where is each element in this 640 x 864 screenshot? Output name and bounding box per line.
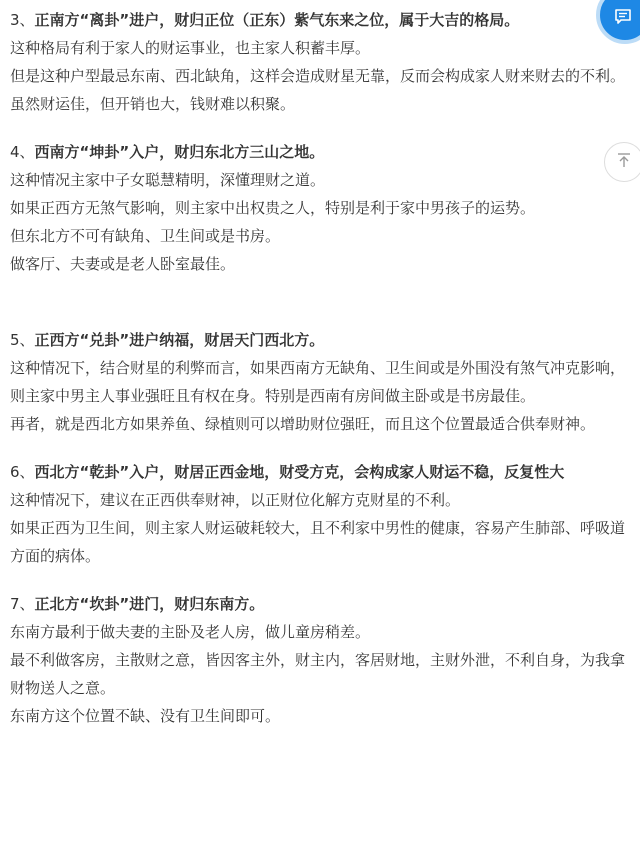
section-title: 西南方“坤卦”入户，财归东北方三山之地。 [34,143,325,161]
section-heading [10,458,640,486]
paragraph: 这种格局有利于家人的财运事业，也主家人积蓄丰厚。 [10,39,371,57]
paragraph: 再者，就是西北方如果养鱼、绿植则可以增助财位强旺，而且这个位置最适合供奉财神。 [10,415,596,433]
section-3 [10,6,640,118]
paragraph: 但东北方不可有缺角、卫生间或是书房。 [10,227,281,245]
section-7 [10,590,640,730]
spacer [10,278,640,326]
section-heading [10,6,640,34]
back-to-top-button[interactable] [604,142,640,182]
section-title: 西北方“乾卦”入户，财居正西金地，财受方克，会构成家人财运不稳，反复性大 [34,463,565,481]
section-title: 正西方“兑卦”进户纳福，财居天门西北方。 [34,331,325,349]
paragraph: 虽然财运佳，但开销也大，钱财难以积聚。 [10,95,296,113]
section-title: 正北方“坎卦”进门，财归东南方。 [34,595,265,613]
paragraph: 东南方这个位置不缺、没有卫生间即可。 [10,707,281,725]
section-number: 3、 [10,11,35,29]
paragraph: 这种情况下，建议在正西供奉财神，以正财位化解方克财星的不利。 [10,491,461,509]
paragraph: 这种情况下，结合财星的利弊而言，如果西南方无缺角、卫生间或是外围没有煞气冲克影响，则主家中男主人事业强旺且有权在身。特别是西南有房间做主卧或是书房最佳。 [10,359,626,405]
paragraph: 最不利做客房，主散财之意，皆因客主外，财主内，客居财地，主财外泄，不利自身，为我拿财物送人之意。 [10,651,626,697]
article-body [10,6,640,730]
paragraph: 但是这种户型最忌东南、西北缺角，这样会造成财星无靠，反而会构成家人财来财去的不利。 [10,67,626,85]
paragraph: 如果正西为卫生间，则主家人财运破耗较大，且不利家中男性的健康，容易产生肺部、呼吸道方面的病体。 [10,519,626,565]
paragraph: 做客厅、夫妻或是老人卧室最佳。 [10,255,236,273]
spacer [10,438,640,458]
paragraph: 这种情况主家中子女聪慧精明，深懂理财之道。 [10,171,326,189]
section-title: 正南方“离卦”进户，财归正位（正东）紫气东来之位，属于大吉的格局。 [34,11,520,29]
comment-icon [618,0,632,30]
paragraph: 如果正西方无煞气影响，则主家中出权贵之人，特别是利于家中男孩子的运势。 [10,199,536,217]
section-number: 5、 [10,331,35,349]
section-heading [10,326,640,354]
section-number: 6、 [10,463,35,481]
section-heading [10,590,640,618]
section-4 [10,138,640,278]
spacer [10,118,640,138]
spacer [10,570,640,590]
section-6 [10,458,640,570]
section-5 [10,326,640,438]
section-heading [10,138,640,166]
section-number: 7、 [10,595,35,613]
paragraph: 东南方最利于做夫妻的主卧及老人房，做儿童房稍差。 [10,623,371,641]
arrow-up-icon [616,152,632,172]
section-number: 4、 [10,143,35,161]
